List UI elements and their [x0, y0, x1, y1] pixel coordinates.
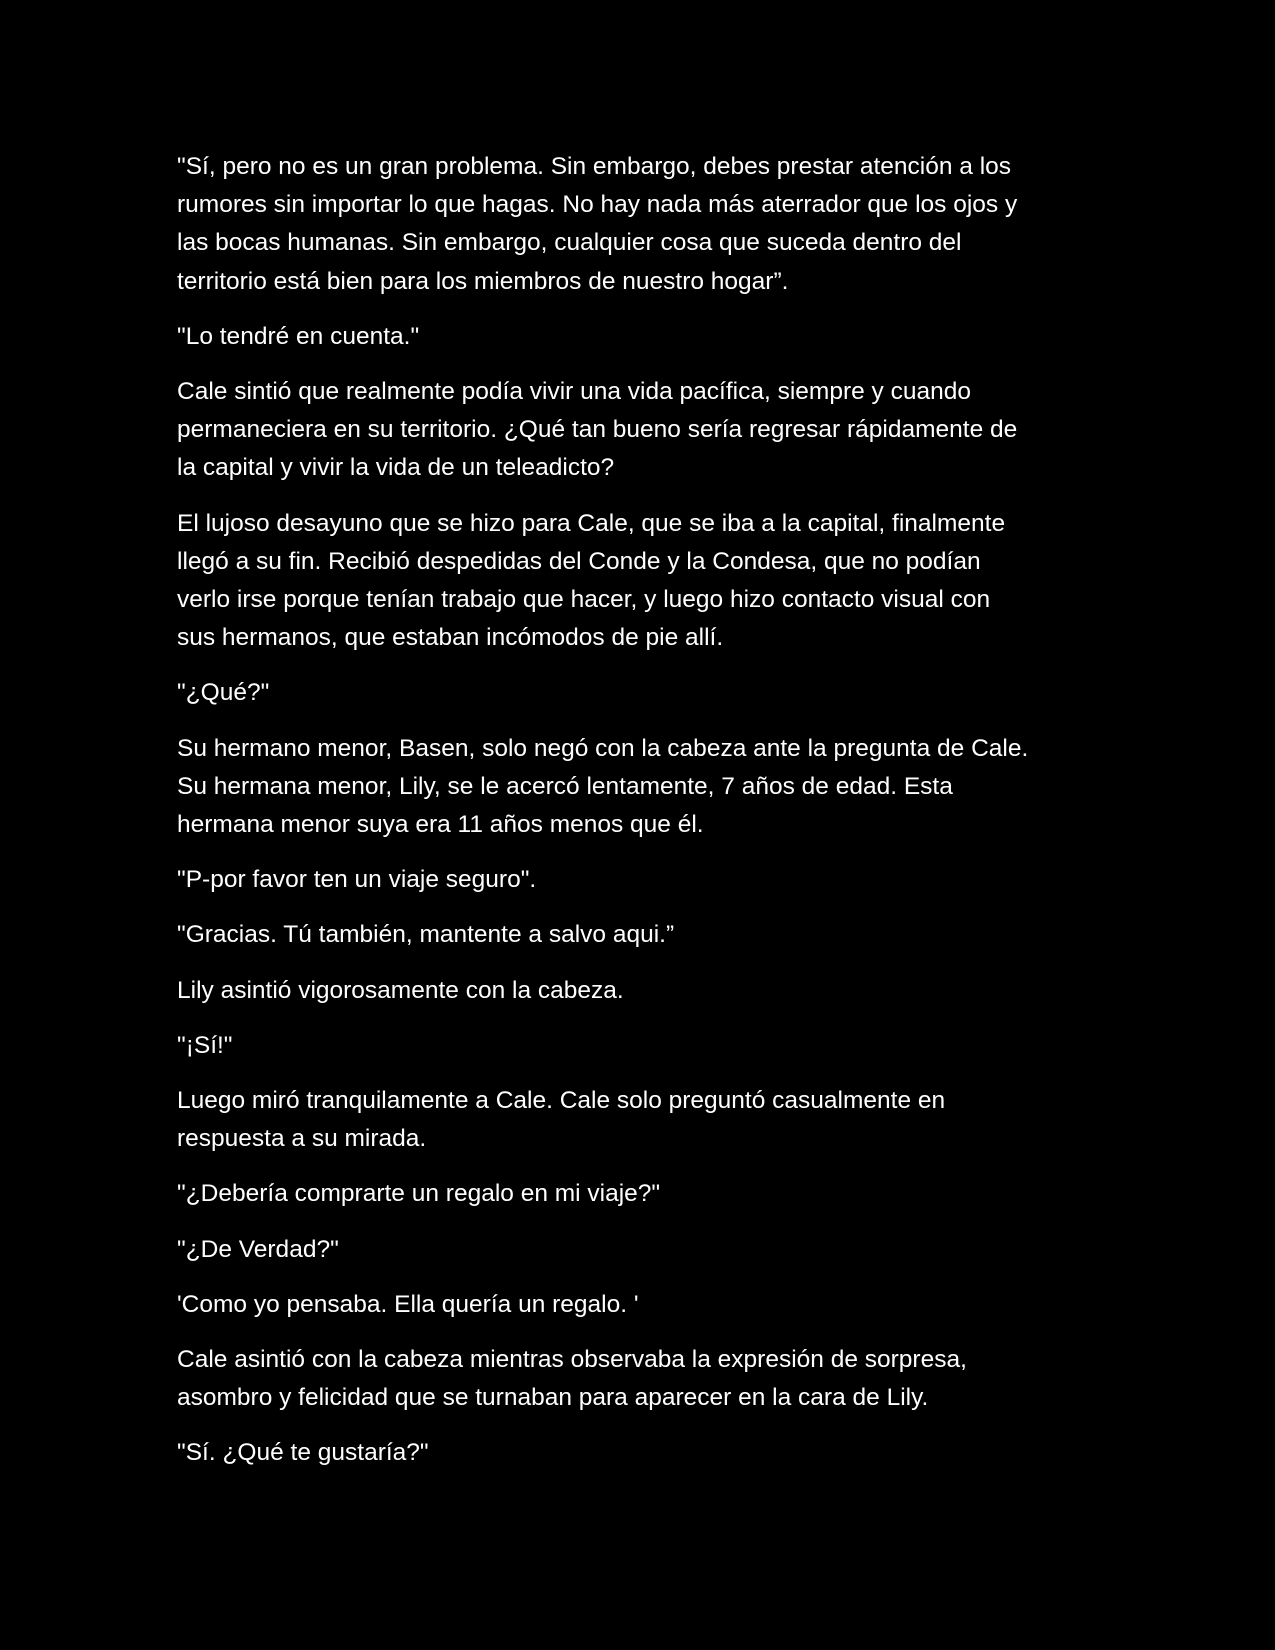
paragraph: [177, 1286, 1107, 1324]
text-line: Lily asintió vigorosamente con la cabeza.: [177, 976, 624, 1004]
text-line: "¿Qué?": [177, 679, 270, 707]
paragraph: [177, 916, 1107, 954]
text-line: El lujoso desayuno que se hizo para Cale, que se iba a la capital, finalmente: [177, 509, 1006, 537]
text-line: Su hermana menor, Lily, se le acercó lentamente, 7 años de edad. Esta: [177, 772, 953, 800]
text-line: "Sí, pero no es un gran problema. Sin embargo, debes prestar atención a los: [177, 153, 1012, 180]
text-line: "Lo tendré en cuenta.": [177, 322, 420, 350]
paragraph: [177, 972, 1107, 1010]
text-line: Cale sintió que realmente podía vivir una vida pacífica, siempre y cuando: [177, 378, 971, 406]
text-line: 'Como yo pensaba. Ella quería un regalo. ': [177, 1290, 639, 1318]
text-line: asombro y felicidad que se turnaban para aparecer en la cara de Lily.: [177, 1384, 929, 1412]
paragraph: [177, 148, 1107, 301]
paragraph: [177, 1082, 1107, 1158]
paragraph: [177, 1027, 1107, 1065]
paragraph: [177, 861, 1107, 899]
text-line: "P-por favor ten un viaje seguro".: [177, 866, 537, 894]
story-text: [177, 148, 1107, 1490]
text-line: respuesta a su mirada.: [177, 1125, 427, 1153]
text-line: hermana menor suya era 11 años menos que él.: [177, 811, 704, 839]
paragraph: [177, 674, 1107, 712]
paragraph: [177, 1175, 1107, 1213]
text-line: Luego miró tranquilamente a Cale. Cale solo preguntó casualmente en: [177, 1087, 946, 1115]
text-line: "Gracias. Tú también, mantente a salvo aqui.”: [177, 921, 675, 949]
text-line: la capital y vivir la vida de un teleadicto?: [177, 454, 615, 482]
text-line: verlo irse porque tenían trabajo que hacer, y luego hizo contacto visual con: [177, 586, 991, 614]
paragraph: [177, 1231, 1107, 1269]
text-line: "Sí. ¿Qué te gustaría?": [177, 1439, 429, 1467]
text-line: rumores sin importar lo que hagas. No hay nada más aterrador que los ojos y: [177, 191, 1018, 219]
text-line: "¿Debería comprarte un regalo en mi viaje?": [177, 1180, 661, 1208]
text-line: llegó a su fin. Recibió despedidas del Conde y la Condesa, que no podían: [177, 547, 981, 575]
paragraph: [177, 730, 1107, 845]
text-line: "¡Sí!": [177, 1031, 233, 1059]
text-line: Cale asintió con la cabeza mientras observaba la expresión de sorpresa,: [177, 1346, 967, 1374]
paragraph: [177, 505, 1107, 658]
paragraph: [177, 1434, 1107, 1472]
text-line: Su hermano menor, Basen, solo negó con la cabeza ante la pregunta de Cale.: [177, 734, 1029, 762]
text-line: territorio está bien para los miembros de nuestro hogar”.: [177, 267, 789, 295]
paragraph: [177, 318, 1107, 356]
text-line: "¿De Verdad?": [177, 1235, 339, 1263]
text-line: permaneciera en su territorio. ¿Qué tan bueno sería regresar rápidamente de: [177, 416, 1018, 444]
paragraph: [177, 1341, 1107, 1417]
text-line: sus hermanos, que estaban incómodos de pie allí.: [177, 624, 724, 652]
paragraph: [177, 373, 1107, 488]
text-line: las bocas humanas. Sin embargo, cualquier cosa que suceda dentro del: [177, 229, 962, 257]
